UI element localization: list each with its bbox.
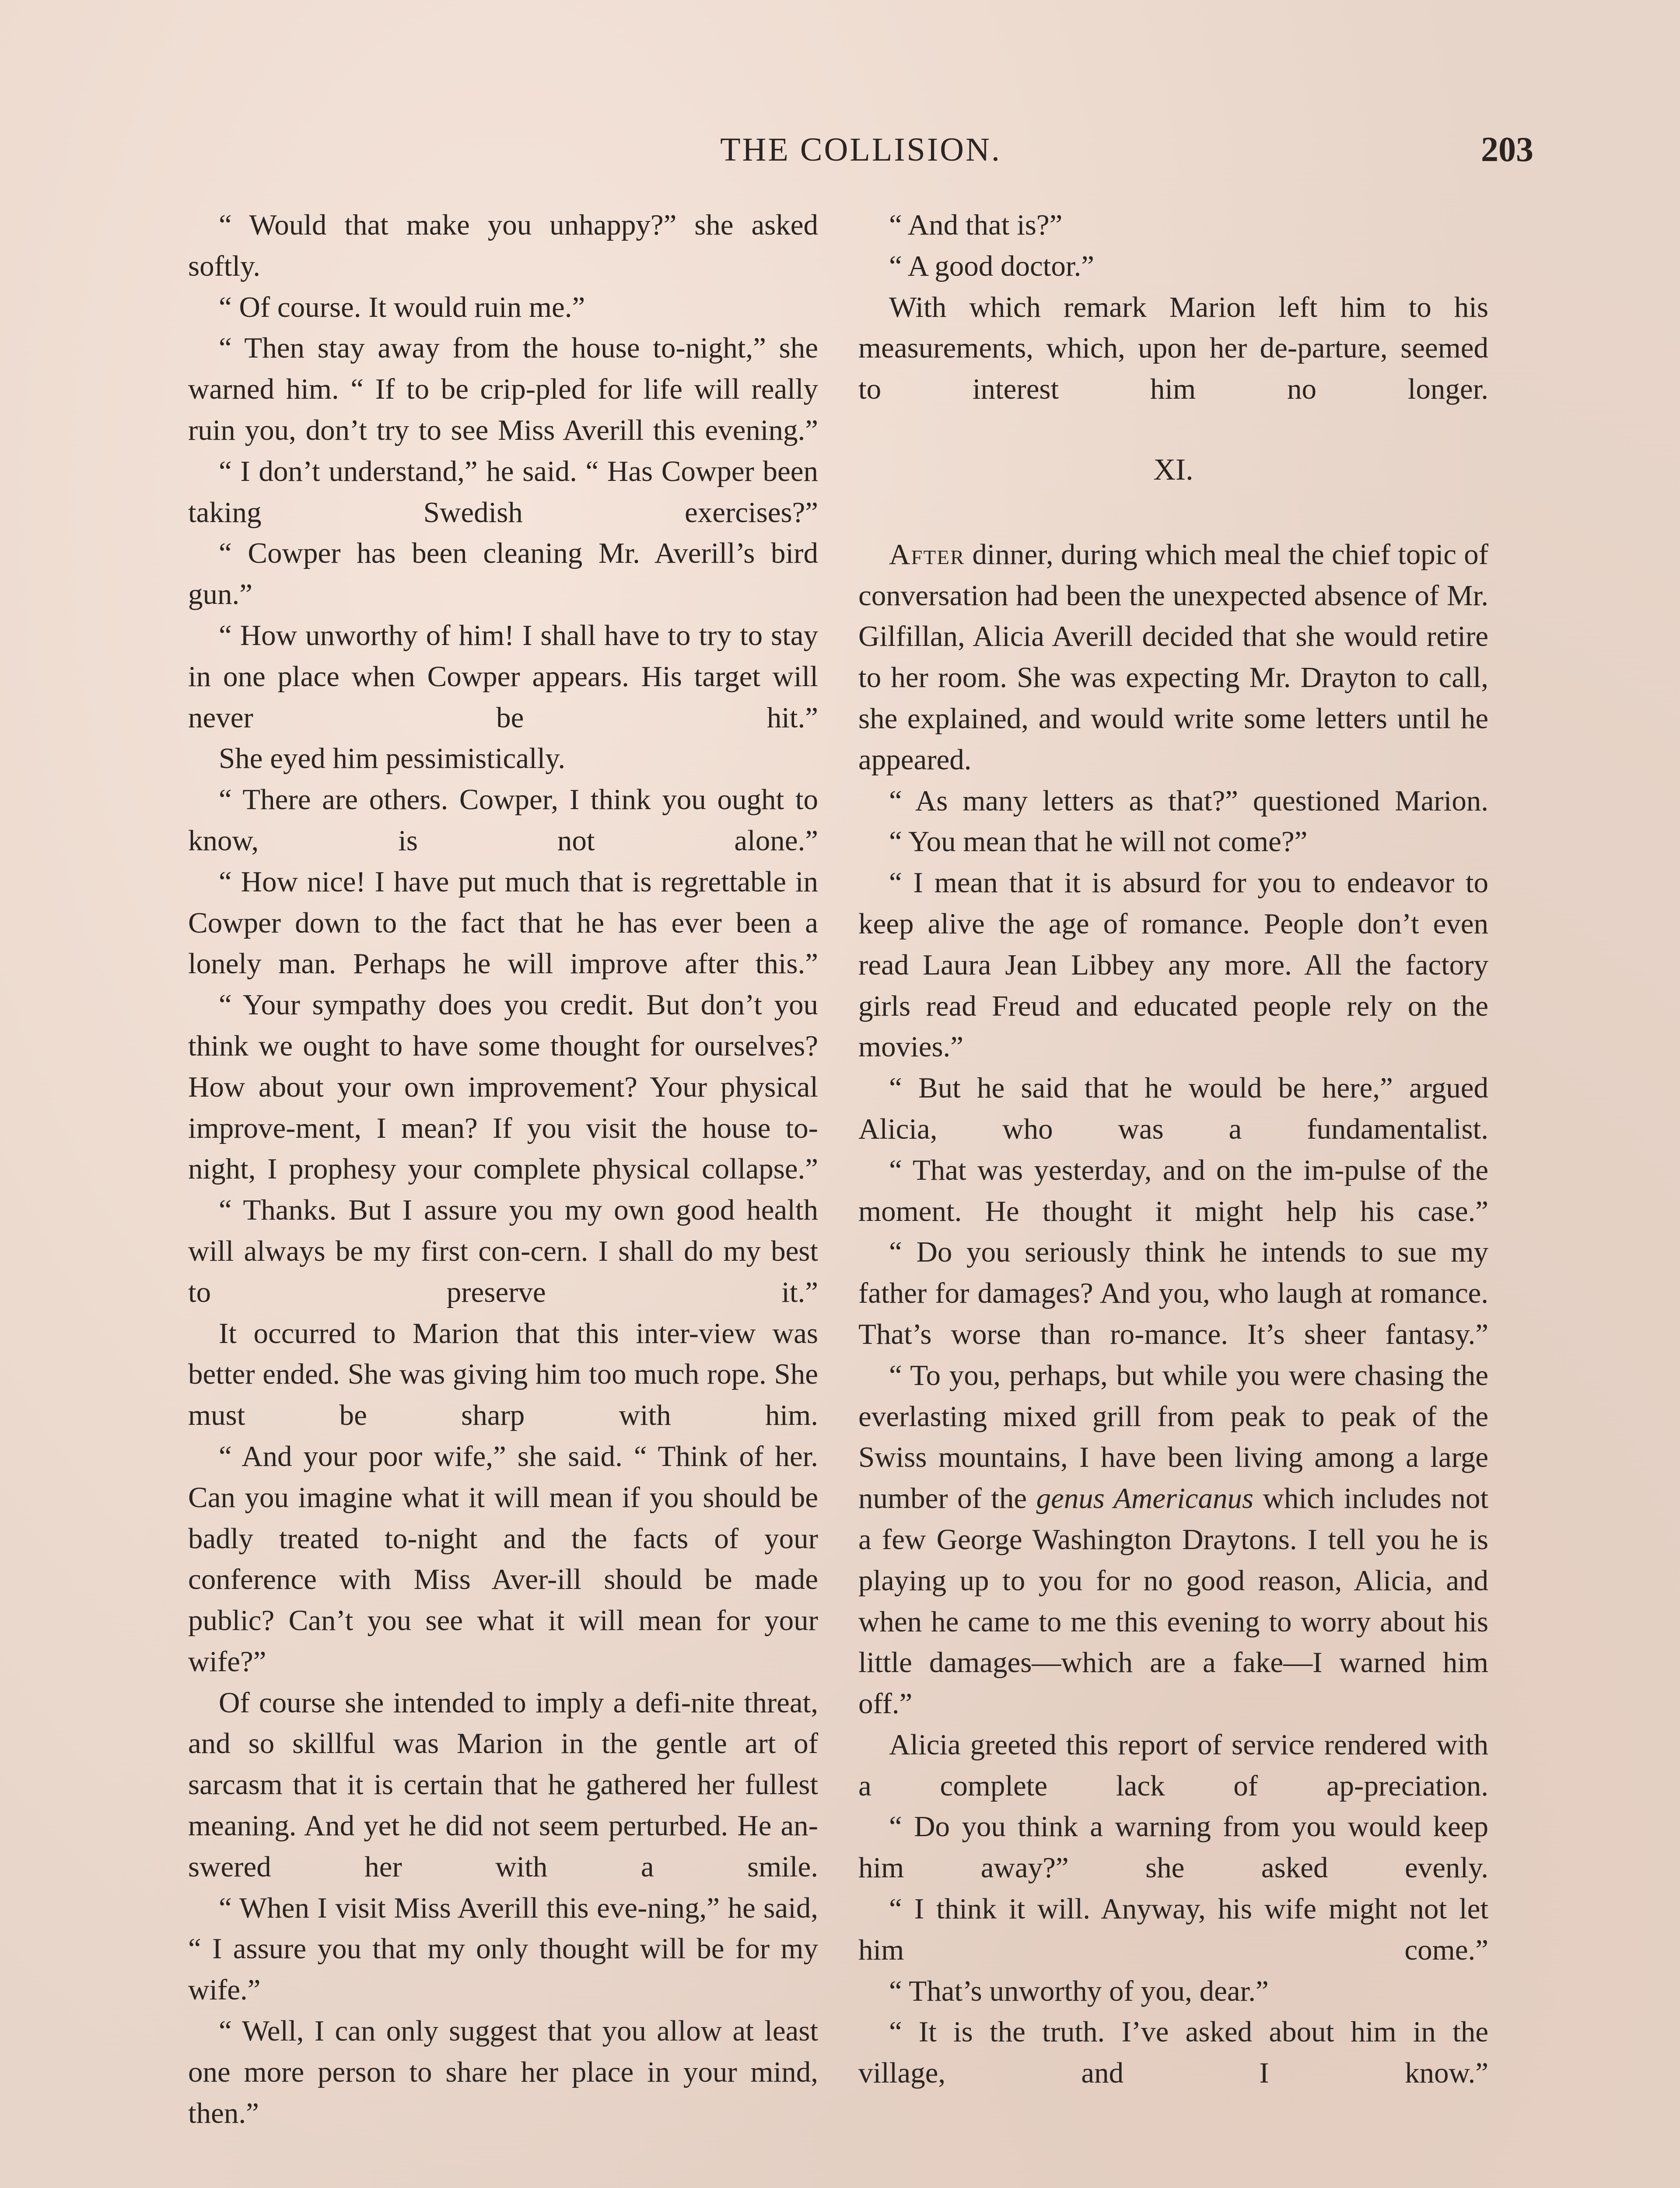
- paragraph: “ How nice! I have put much that is regrettable in Cowper down to the fact that he has ever been a lonely man. Perhaps he will improve after this.”: [188, 865, 818, 980]
- paragraph: “ And your poor wife,” she said. “ Think of her. Can you imagine what it will mean if you should be badly treated to-night and the facts of your conference with Miss Aver-ill should be made public? Can’t you see what it will mean for your wife?”: [188, 1440, 818, 1678]
- chapter-opening-paragraph: [858, 534, 1488, 781]
- paragraph: “ Do you think a warning from you would keep him away?” she asked evenly.: [858, 1810, 1488, 1884]
- paragraph: “ There are others. Cowper, I think you ought to know, is not alone.”: [188, 783, 818, 857]
- paragraph: “ A good doctor.”: [889, 249, 1094, 282]
- paragraph: Of course she intended to imply a defi-nite threat, and so skillful was Marion in the gentle art of sarcasm that it is certain that he gathered her fullest meaning. And yet he did not seem perturbed. He an-swered her with a smile.: [188, 1686, 818, 1883]
- running-title: THE COLLISION.: [720, 131, 1001, 168]
- paragraph: “ That’s unworthy of you, dear.”: [889, 1974, 1269, 2007]
- opening-word: After: [889, 538, 965, 571]
- text-run: “ To you, perhaps, but while you were chasing the everlasting mixed grill from peak to peak of the Swiss mountains, I have been living among a large number of the: [858, 1359, 1488, 1515]
- paragraph: “ Would that make you unhappy?” she asked softly.: [188, 209, 818, 282]
- paragraph: “ But he said that he would be here,” argued Alicia, who was a fundamentalist.: [858, 1072, 1488, 1145]
- paragraph: She eyed him pessimistically.: [219, 742, 566, 775]
- paragraph: With which remark Marion left him to his measurements, which, upon her de-parture, seemed to interest him no longer.: [858, 291, 1488, 406]
- chapter-heading: XI.: [1153, 452, 1194, 487]
- paragraph: “ Well, I can only suggest that you allow at least one more person to share her place in your mind, then.”: [188, 2015, 818, 2129]
- italic-term: genus Americanus: [1036, 1482, 1254, 1515]
- paragraph: “ And that is?”: [889, 209, 1063, 241]
- text-run: which includes not a few George Washington Draytons. I tell you he is playing up to you for no good reason, Alicia, and when he came to me this evening to worry about his little damages—which are a fake—I warned him off.”: [858, 1482, 1488, 1720]
- paragraph: Alicia greeted this report of service rendered with a complete lack of ap-preciation.: [858, 1728, 1488, 1802]
- page-number: 203: [1481, 130, 1533, 169]
- paragraph: “ Your sympathy does you credit. But don’t you think we ought to have some thought for ourselves? How about your own improvement? Your physical improve-ment, I mean? If you visit the house to-night, I prophesy your complete physical collapse.”: [188, 989, 818, 1185]
- paragraph: “ Cowper has been cleaning Mr. Averill’s bird gun.”: [188, 537, 818, 611]
- paragraph: “ Thanks. But I assure you my own good health will always be my first con-cern. I shall do my best to preserve it.”: [188, 1194, 818, 1308]
- paragraph: “ How unworthy of him! I shall have to try to stay in one place when Cowper appears. His target will never be hit.”: [188, 619, 818, 734]
- paragraph: “ Then stay away from the house to-night,” she warned him. “ If to be crip-pled for life will really ruin you, don’t try to see Miss Averill this evening.”: [188, 332, 818, 446]
- paragraph: It occurred to Marion that this inter-view was better ended. She was giving him too much rope. She must be sharp with him.: [188, 1317, 818, 1432]
- left-column: [188, 205, 818, 2134]
- right-column: [858, 205, 1488, 2094]
- paragraph: “ It is the truth. I’ve asked about him in the village, and I know.”: [858, 2016, 1488, 2090]
- paragraph: “ Of course. It would ruin me.”: [219, 291, 585, 323]
- paragraph: “ That was yesterday, and on the im-pulse of the moment. He thought it might help his case.”: [858, 1154, 1488, 1227]
- opening-text: dinner, during which meal the chief topic of conversation had been the unexpected absence of Mr. Gilfillan, Alicia Averill decided that she would retire to her room. She was expecting Mr. Drayton to call, she explained, and would write some letters until he appeared.: [858, 538, 1488, 776]
- paragraph: “ When I visit Miss Averill this eve-ning,” he said, “ I assure you that my only thought will be for my wife.”: [188, 1891, 818, 2006]
- paragraph: “ I think it will. Anyway, his wife might not let him come.”: [858, 1893, 1488, 1966]
- paragraph: “ I don’t understand,” he said. “ Has Cowper been taking Swedish exercises?”: [188, 455, 818, 529]
- page-header: [188, 128, 1533, 172]
- paragraph: “ I mean that it is absurd for you to endeavor to keep alive the age of romance. People don’t even read Laura Jean Libbey any more. All the factory girls read Freud and educated people rely on the movies.”: [858, 866, 1488, 1063]
- paragraph: “ As many letters as that?” questioned Marion.: [889, 784, 1488, 817]
- paragraph: “ You mean that he will not come?”: [889, 825, 1308, 858]
- paragraph: “ Do you seriously think he intends to sue my father for damages? And you, who laugh at romance. That’s worse than ro-mance. It’s sheer fantasy.”: [858, 1236, 1488, 1350]
- paragraph: [858, 1355, 1488, 1725]
